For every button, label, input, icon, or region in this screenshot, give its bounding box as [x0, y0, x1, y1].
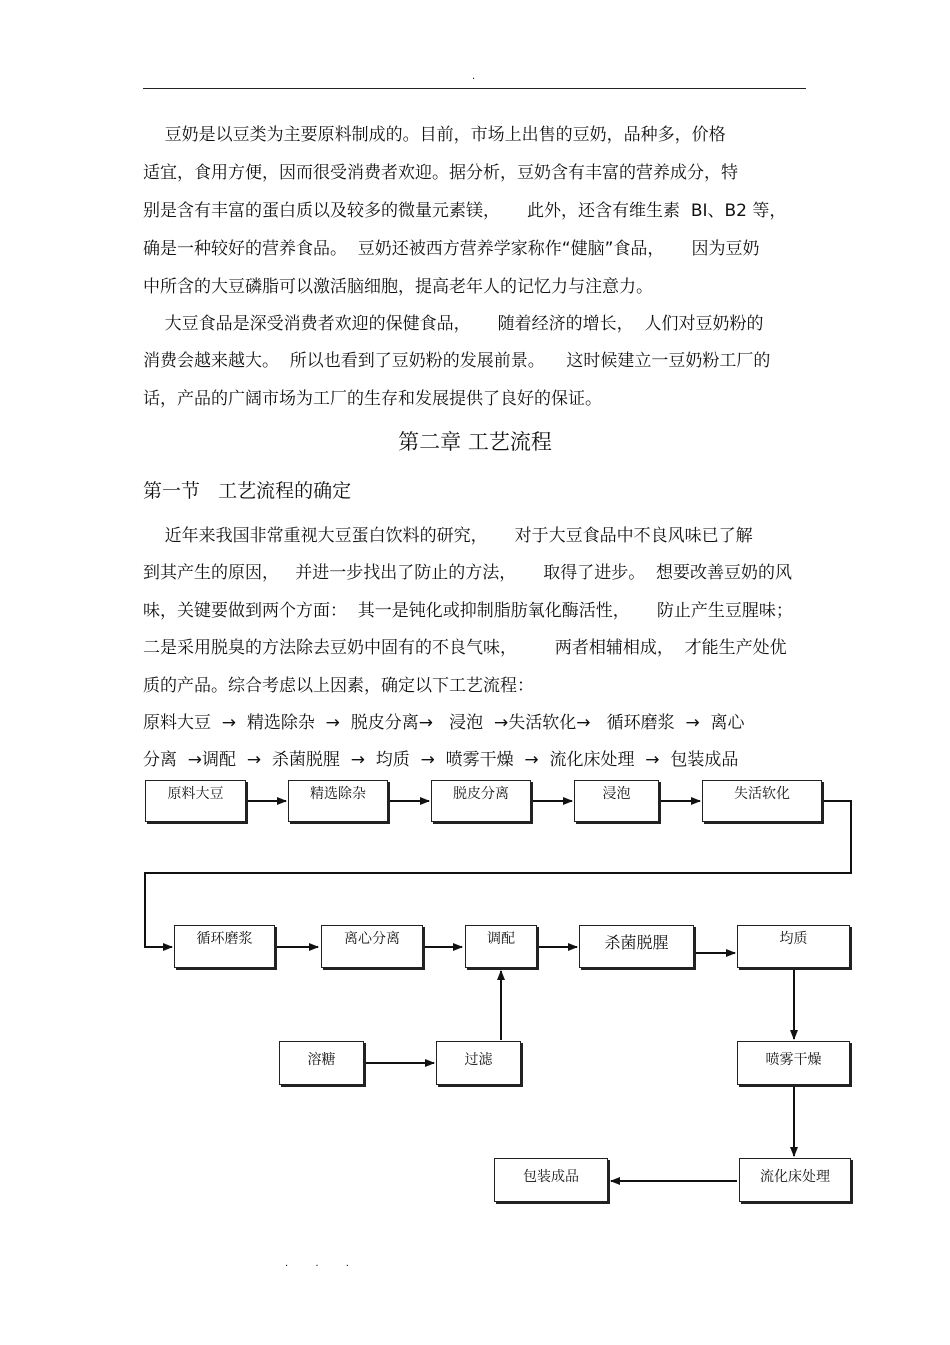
paragraph-1-line-3: 别是含有丰富的蛋白质以及较多的微量元素镁， 此外，还含有维生素 BI、B2 等，	[143, 201, 787, 221]
chapter-title: 第二章 工艺流程	[398, 430, 552, 454]
paragraph-2-line-1: 大豆食品是深受消费者欢迎的保健食品， 随着经济的增长， 人们对豆奶粉的	[143, 314, 764, 334]
box-select: 精选除杂	[288, 780, 388, 822]
box-spray-dry: 喷雾干燥	[737, 1041, 850, 1085]
footer-dots: . . .	[285, 1258, 361, 1269]
box-package: 包装成品	[494, 1158, 608, 1202]
paragraph-1-line-2: 适宜，食用方便，因而很受消费者欢迎。据分析，豆奶含有丰富的营养成分，特	[143, 163, 738, 183]
box-homogenize: 均质	[737, 925, 850, 968]
process-text-line-2: 分离 →调配 → 杀菌脱腥 → 均质 → 喷雾干燥 → 流化床处理 → 包装成品	[143, 750, 739, 770]
box-inactivate: 失活软化	[702, 780, 822, 822]
process-text-line-1: 原料大豆 → 精选除杂 → 脱皮分离→ 浸泡 →失活软化→ 循环磨浆 → 离心	[143, 713, 745, 733]
paragraph-3-line-1: 近年来我国非常重视大豆蛋白饮料的研究， 对于大豆食品中不良风味已了解	[143, 526, 753, 546]
paragraph-3-line-4: 二是采用脱臭的方法除去豆奶中固有的不良气味， 两者相辅相成， 才能生产处优	[143, 638, 787, 658]
box-dehull: 脱皮分离	[431, 780, 531, 822]
paragraph-2-line-2: 消费会越来越大。 所以也看到了豆奶粉的发展前景。 这时候建立一豆奶粉工厂的	[143, 351, 771, 371]
paragraph-3-line-5: 质的产品。综合考虑以上因素，确定以下工艺流程：	[143, 676, 534, 696]
box-blend: 调配	[465, 925, 537, 968]
paragraph-1-line-1: 豆奶是以豆类为主要原料制成的。目前，市场上出售的豆奶，品种多，价格	[143, 125, 726, 145]
box-raw-soybean: 原料大豆	[145, 780, 246, 822]
box-centrifuge: 离心分离	[321, 925, 423, 968]
paragraph-1-line-4: 确是一种较好的营养食品。 豆奶还被西方营养学家称作“健脑”食品， 因为豆奶	[143, 239, 760, 259]
box-filter: 过滤	[436, 1041, 521, 1085]
box-sterilize: 杀菌脱腥	[579, 925, 694, 968]
section-title: 第一节 工艺流程的确定	[143, 480, 352, 502]
paragraph-2-line-3: 话，产品的广阔市场为工厂的生存和发展提供了良好的保证。	[143, 389, 602, 409]
header-dot: .	[472, 71, 476, 82]
box-soak: 浸泡	[574, 780, 659, 822]
paragraph-3-line-2: 到其产生的原因， 并进一步找出了防止的方法， 取得了进步。 想要改善豆奶的风	[143, 563, 793, 583]
box-dissolve-sugar: 溶糖	[279, 1041, 364, 1085]
paragraph-1-line-5: 中所含的大豆磷脂可以激活脑细胞，提高老年人的记忆力与注意力。	[143, 277, 653, 297]
paragraph-3-line-3: 味，关键要做到两个方面： 其一是钝化或抑制脂肪氧化酶活性， 防止产生豆腥味；	[143, 601, 793, 621]
box-fluid-bed: 流化床处理	[739, 1158, 851, 1202]
box-grind: 循环磨浆	[174, 925, 275, 968]
